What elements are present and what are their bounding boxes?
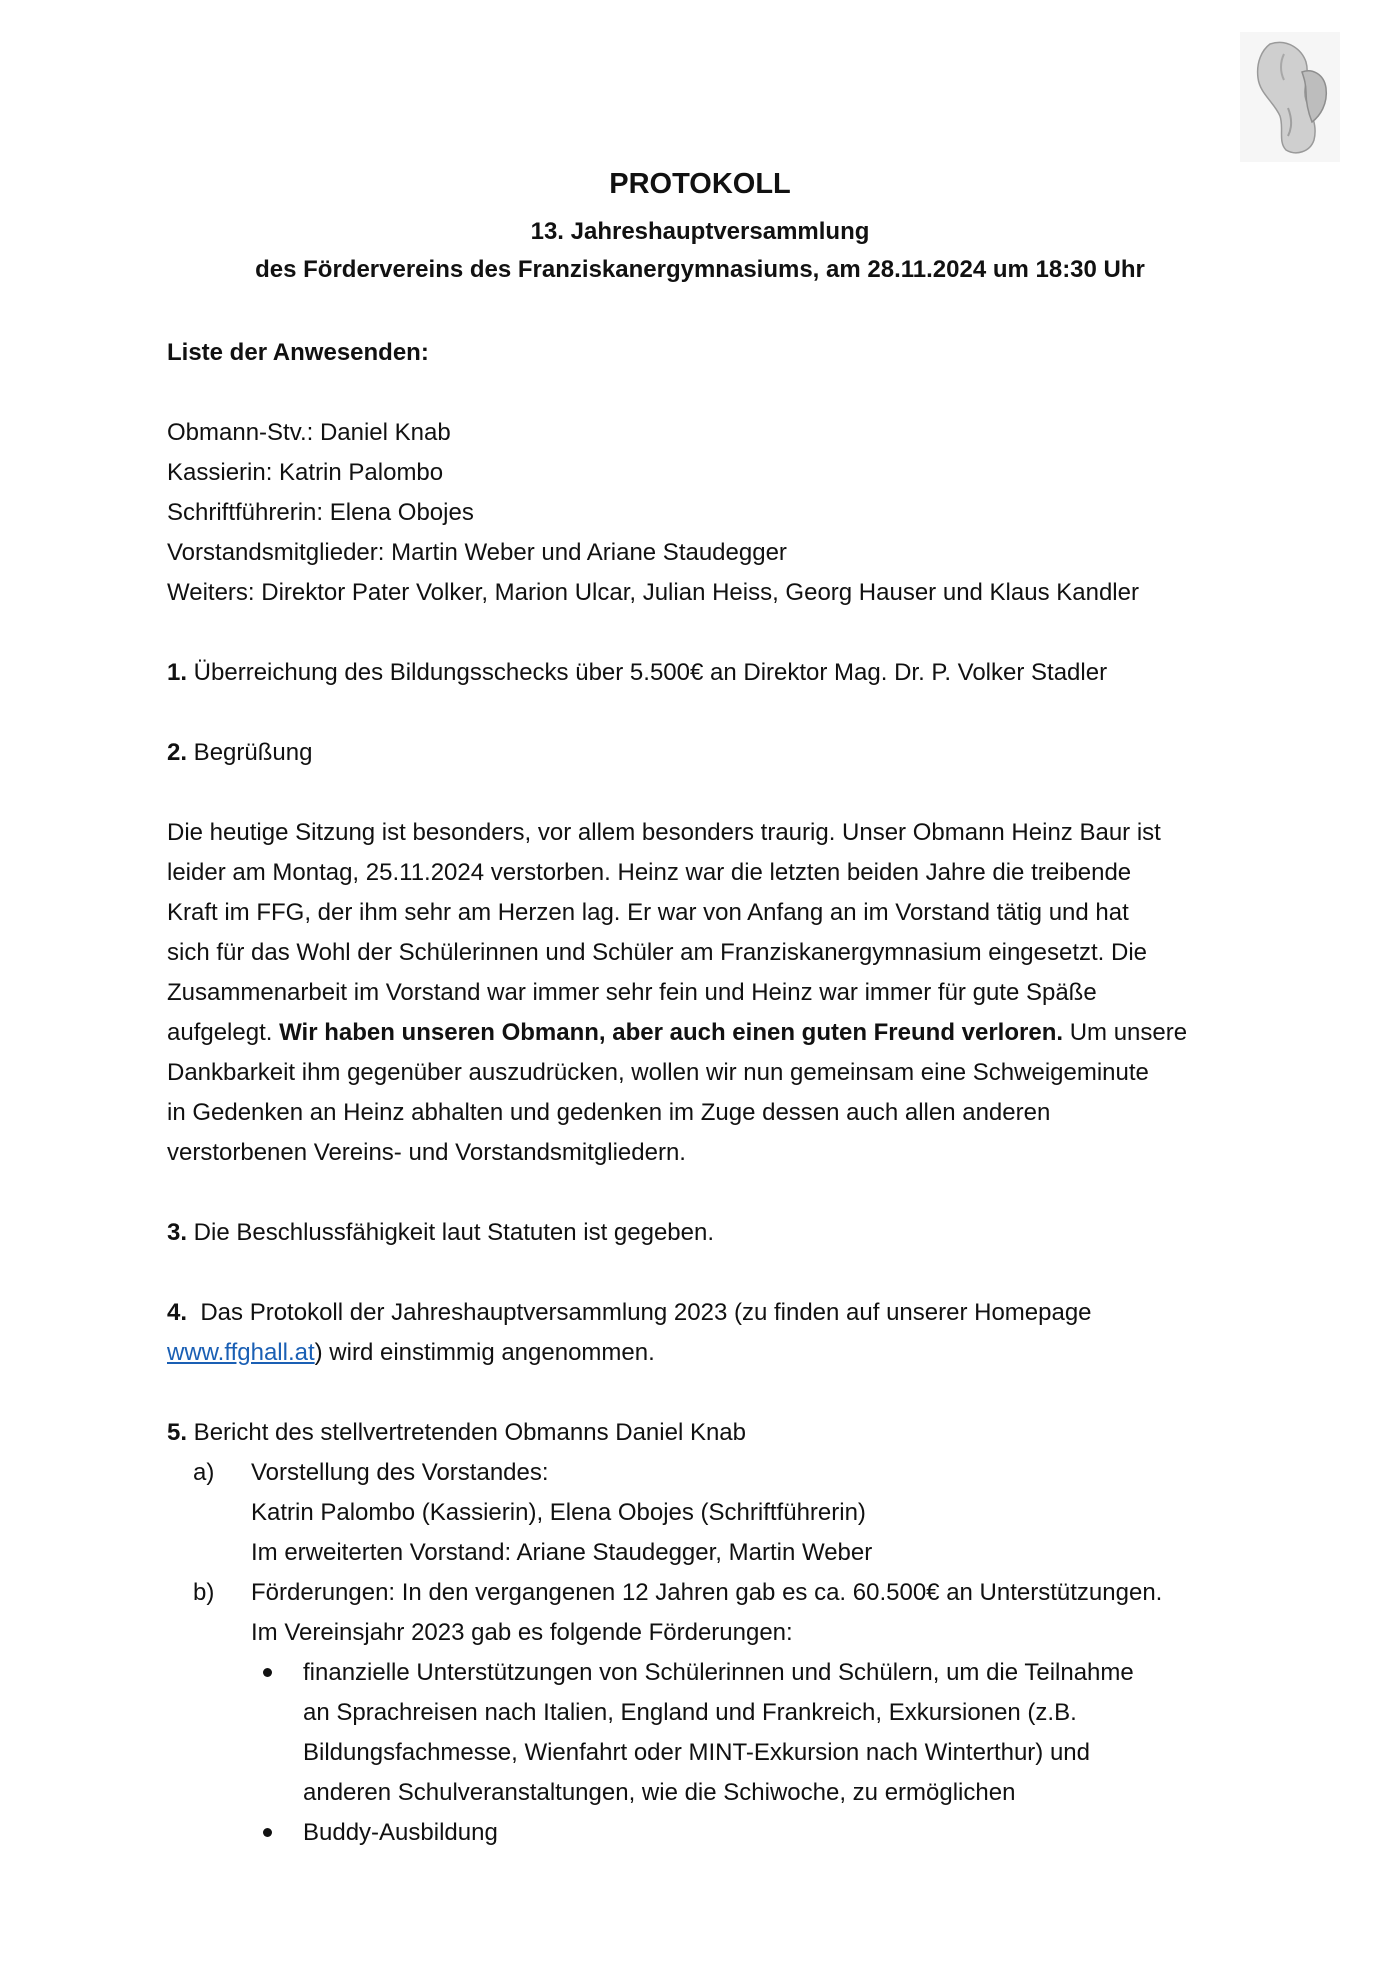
bullet-item	[167, 1813, 1257, 1853]
document-body	[167, 333, 1257, 1853]
document-subtitle-date: des Fördervereins des Franziskanergymnasiums, am 28.11.2024 um 18:30 Uhr	[255, 256, 1145, 283]
attendee-line: Vorstandsmitglieder: Martin Weber und Ariane Staudegger	[167, 539, 787, 566]
sub-item-line: Katrin Palombo (Kassierin), Elena Obojes (Schriftführerin)	[251, 1499, 866, 1526]
item-text: Das Protokoll der Jahreshauptversammlung 2023 (zu finden auf unserer Homepage	[187, 1299, 1092, 1326]
item-number: 2.	[167, 739, 188, 766]
attendees-heading: Liste der Anwesenden:	[167, 339, 429, 366]
sub-item-line: Im Vereinsjahr 2023 gab es folgende Förderungen:	[251, 1619, 793, 1646]
paragraph-line: Zusammenarbeit im Vorstand war immer sehr fein und Heinz war immer für gute Späße	[167, 979, 1097, 1006]
item-text: Überreichung des Bildungsschecks über 5.500€ an Direktor Mag. Dr. P. Volker Stadler	[187, 659, 1108, 686]
sub-item-line: Im erweiterten Vorstand: Ariane Staudegger, Martin Weber	[251, 1539, 873, 1566]
bullet-icon	[263, 1828, 272, 1837]
attendee-line: Obmann-Stv.: Daniel Knab	[167, 419, 451, 446]
item-text: Begrüßung	[187, 739, 313, 766]
agenda-item-4-cont	[167, 1333, 1257, 1373]
paragraph-line: Die heutige Sitzung ist besonders, vor allem besonders traurig. Unser Obmann Heinz Baur ist	[167, 819, 1161, 846]
paragraph-line: Dankbarkeit ihm gegenüber auszudrücken, wollen wir nun gemeinsam eine Schweigeminute	[167, 1059, 1149, 1086]
sub-item-b	[167, 1573, 1257, 1653]
attendee-line: Kassierin: Katrin Palombo	[167, 459, 444, 486]
agenda-item-1	[167, 653, 1257, 693]
bullet-line: Buddy-Ausbildung	[303, 1819, 498, 1846]
text-segment: aufgelegt.	[167, 1019, 280, 1046]
sub-item-letter: a)	[193, 1459, 215, 1486]
attendee-line: Schriftführerin: Elena Obojes	[167, 499, 474, 526]
agenda-item-5	[167, 1413, 1257, 1453]
bullet-line: Bildungsfachmesse, Wienfahrt oder MINT-Exkursion nach Winterthur) und	[303, 1739, 1090, 1766]
bullet-line: anderen Schulveranstaltungen, wie die Schiwoche, zu ermöglichen	[303, 1779, 1016, 1806]
paragraph-line: Kraft im FFG, der ihm sehr am Herzen lag. Er war von Anfang an im Vorstand tätig und hat	[167, 899, 1129, 926]
agenda-item-3	[167, 1213, 1257, 1253]
sub-item-line: Förderungen: In den vergangenen 12 Jahren gab es ca. 60.500€ an Unterstützungen.	[251, 1579, 1163, 1606]
sub-item-letter: b)	[193, 1579, 215, 1606]
bullet-icon	[263, 1668, 272, 1677]
sub-item-line: Vorstellung des Vorstandes:	[251, 1459, 549, 1486]
bullet-line: finanzielle Unterstützungen von Schülerinnen und Schülern, um die Teilnahme	[303, 1659, 1134, 1686]
paragraph-line: sich für das Wohl der Schülerinnen und Schüler am Franziskanergymnasium eingesetzt. Die	[167, 939, 1148, 966]
paragraph-line: leider am Montag, 25.11.2024 verstorben. Heinz war die letzten beiden Jahre die treibende	[167, 859, 1132, 886]
paragraph-line: in Gedenken an Heinz abhalten und gedenken im Zuge dessen auch allen anderen	[167, 1099, 1051, 1126]
item-number: 3.	[167, 1219, 188, 1246]
association-logo	[1240, 32, 1340, 162]
homepage-link[interactable]: www.ffghall.at	[167, 1339, 315, 1366]
item-text: Bericht des stellvertretenden Obmanns Daniel Knab	[187, 1419, 746, 1446]
funding-bullet-list	[167, 1653, 1257, 1853]
item-number: 1.	[167, 659, 188, 686]
agenda-item-2	[167, 733, 1257, 773]
greeting-paragraph	[167, 813, 1257, 1173]
bullet-item	[167, 1653, 1257, 1813]
attendee-line: Weiters: Direktor Pater Volker, Marion Ulcar, Julian Heiss, Georg Hauser und Klaus Kandler	[167, 579, 1139, 606]
sub-item-a	[167, 1453, 1257, 1573]
paragraph-line: verstorbenen Vereins- und Vorstandsmitgliedern.	[167, 1139, 686, 1166]
item-number: 4.	[167, 1299, 188, 1326]
item-text: Die Beschlussfähigkeit laut Statuten ist gegeben.	[187, 1219, 715, 1246]
document-subtitle-meeting: 13. Jahreshauptversammlung	[530, 218, 870, 245]
emphasis-text: Wir haben unseren Obmann, aber auch einen guten Freund verloren.	[279, 1019, 1064, 1046]
text-segment: Um unsere	[1063, 1019, 1188, 1046]
item-number: 5.	[167, 1419, 188, 1446]
bullet-line: an Sprachreisen nach Italien, England und Frankreich, Exkursionen (z.B.	[303, 1699, 1077, 1726]
document-title: PROTOKOLL	[609, 168, 791, 200]
agenda-item-4	[167, 1293, 1257, 1333]
item-text: ) wird einstimmig angenommen.	[314, 1339, 655, 1366]
paragraph-line	[167, 1013, 1257, 1053]
